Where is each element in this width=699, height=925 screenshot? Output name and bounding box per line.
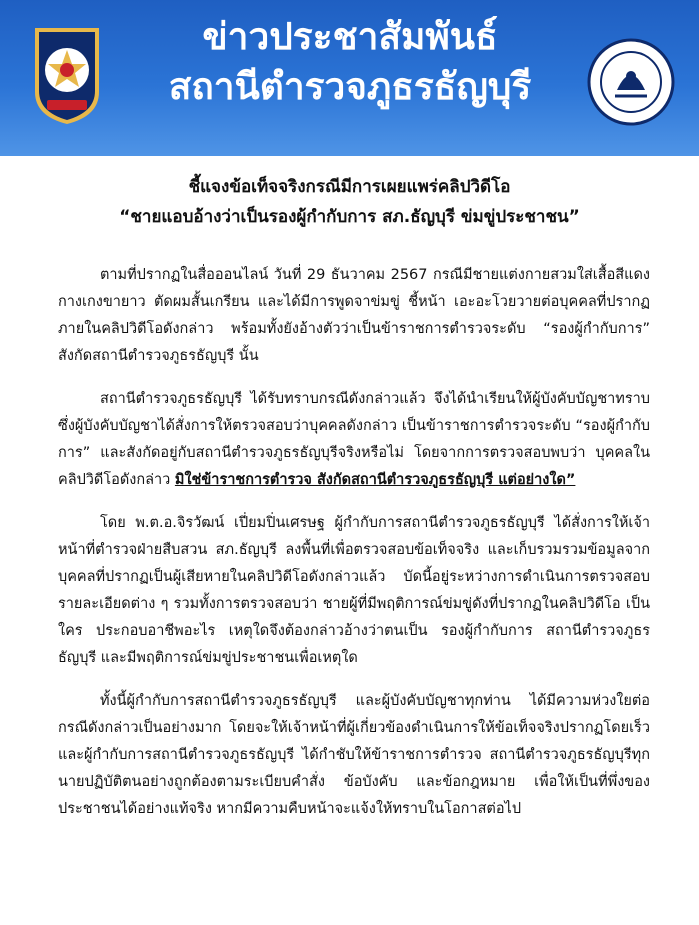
title-line-1: ข่าวประชาสัมพันธ์: [202, 15, 498, 58]
headline-line-2: “ชายแอบอ้างว่าเป็นรองผู้กำกับการ สภ.ธัญบุรี ข่มขู่ประชาชน”: [119, 207, 580, 227]
headline-line-1: ชี้แจงข้อเท็จจริงกรณีมีการเผยแพร่คลิปวิดีโอ: [188, 177, 511, 197]
statement-body: [58, 262, 650, 839]
title-line-2: สถานีตำรวจภูธรธัญบุรี: [168, 65, 532, 109]
paragraph-4: ทั้งนี้ผู้กำกับการสถานีตำรวจภูธรธัญบุรี และผู้บังคับบัญชาทุกท่าน ได้มีความห่วงใยต่อกรณีดังกล่าวเป็นอย่างมาก โดยจะให้เจ้าหน้าที่ผู้เกี่ยวข้องดำเนินการให้ข้อเท็จจริงปรากฏโดยเร็ว และผู้กำกับการสถานีตำรวจภูธรธัญบุรี ได้กำชับให้ข้าราชการตำรวจ สถานีตำรวจภูธรธัญบุรีทุกนายปฏิบัติตนอย่างถูกต้องตามระเบียบคำสั่ง ข้อบังคับ และข้อกฎหมาย เพื่อให้เป็นที่พึ่งของประชาชนได้อย่างแท้จริง หากมีความคืบหน้าจะแจ้งให้ทราบในโอกาสต่อไป: [58, 693, 650, 817]
police-badge-logo: [29, 22, 105, 126]
paragraph-2: [58, 386, 650, 494]
paragraph-1: ตามที่ปรากฏในสื่อออนไลน์ วันที่ 29 ธันวาคม 2567 กรณีมีชายแต่งกายสวมใส่เสื้อสีแดงกางเกงขายาว ตัดผมสั้นเกรียน และได้มีการพูดจาข่มขู่ ชี้หน้า เอะอะโวยวายต่อบุคคลที่ปรากฏภายในคลิปวิดีโอดังกล่าว พร้อมทั้งยังอ้างตัวว่าเป็นข้าราชการตำรวจระดับ “รองผู้กำกับการ” สังกัดสถานีตำรวจภูธรธัญบุรี นั้น: [58, 267, 650, 364]
header-title: [120, 14, 580, 111]
station-seal-logo: [587, 38, 675, 126]
paragraph-2-text: สถานีตำรวจภูธรธัญบุรี ได้รับทราบกรณีดังกล่าวแล้ว จึงได้นำเรียนให้ผู้บังคับบัญชาทราบ ซึ่งผู้บังคับบัญชาได้สั่งการให้ตรวจสอบว่าบุคคลดังกล่าว เป็นข้าราชการตำรวจระดับ “รองผู้กำกับการ” และสังกัดอยู่กับสถานีตำรวจภูธรธัญบุรีจริงหรือไม่ โดยจากการตรวจสอบพบว่า บุคคลในคลิปวิดีโอดังกล่าว: [58, 391, 650, 488]
headline: [0, 172, 699, 232]
paragraph-2-underlined-text: มิใช่ข้าราชการตำรวจ สังกัดสถานีตำรวจภูธรธัญบุรี แต่อย่างใด”: [174, 472, 576, 488]
paragraph-3: โดย พ.ต.อ.จิรวัฒน์ เปี่ยมปิ่นเศรษฐ ผู้กำกับการสถานีตำรวจภูธรธัญบุรี ได้สั่งการให้เจ้าหน้าที่ตำรวจฝ่ายสืบสวน สภ.ธัญบุรี ลงพื้นที่เพื่อตรวจสอบข้อเท็จจริง และเก็บรวมรวมข้อมูลจากบุคคลที่ปรากฏเป็นผู้เสียหายในคลิปวิดีโอดังกล่าวแล้ว บัดนี้อยู่ระหว่างการดำเนินการตรวจสอบรายละเอียดต่าง ๆ รวมทั้งการตรวจสอบว่า ชายผู้ที่มีพฤติการณ์ข่มขู่ดังที่ปรากฏในคลิปวิดีโอ เป็นใคร ประกอบอาชีพอะไร เหตุใดจึงต้องกล่าวอ้างว่าตนเป็น รองผู้กำกับการ สถานีตำรวจภูธรธัญบุรี และมีพฤติการณ์ข่มขู่ประชาชนเพื่อเหตุใด: [58, 515, 650, 666]
header-banner: [0, 0, 699, 156]
